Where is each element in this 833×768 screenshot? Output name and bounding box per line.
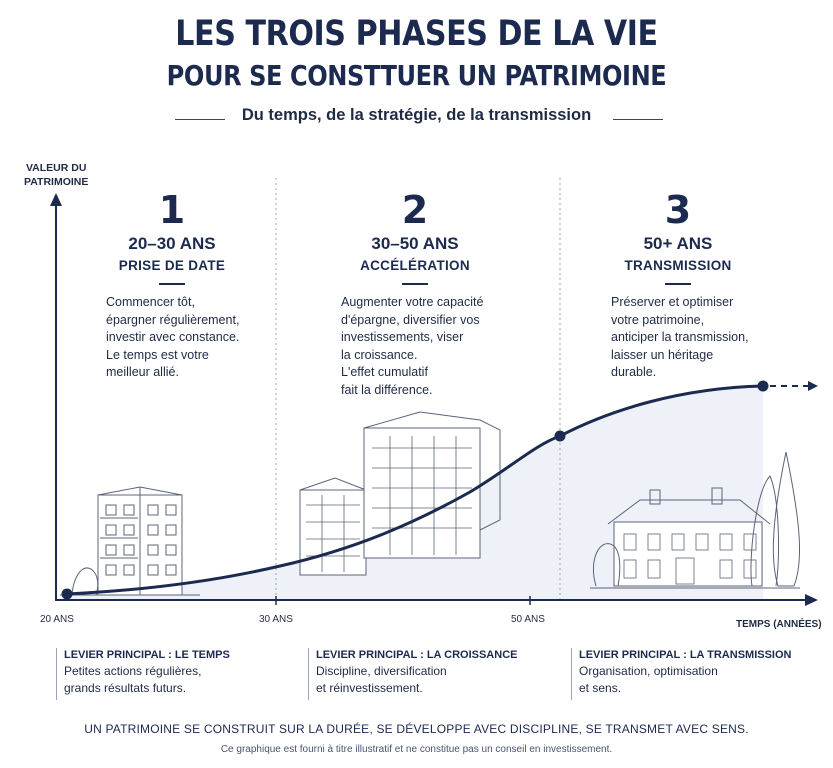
tick-label-50: 50 ANS <box>511 614 545 625</box>
phase-2-rule <box>402 283 428 285</box>
phase-3-rule <box>665 283 691 285</box>
lever-1-title: LEVIER PRINCIPAL : LE TEMPS <box>64 649 230 661</box>
tagline-subtitle: Du temps, de la stratégie, de la transmission <box>241 106 592 124</box>
lever-2: LEVIER PRINCIPAL : LA CROISSANCE Discipline, diversification et réinvestissement. <box>308 648 548 700</box>
curve-projection-arrowhead <box>808 381 818 391</box>
phase-3-description: Préserver et optimiser votre patrimoine, anticiper la transmission, laisser un héritage durable. <box>611 295 749 379</box>
tick-label-20: 20 ANS <box>40 614 74 625</box>
phase-2-header <box>315 190 515 285</box>
x-axis-label: TEMPS (ANNÉES) <box>736 619 822 630</box>
lever-2-title: LEVIER PRINCIPAL : LA CROISSANCE <box>316 649 518 661</box>
phase-1-description: Commencer tôt, épargner régulièrement, investir avec constance. Le temps est votre meilleur allié. <box>106 295 240 379</box>
phase-2-name: ACCÉLÉRATION <box>360 258 470 273</box>
y-axis-label: VALEUR DU PATRIMOINE <box>24 162 89 188</box>
curve-point-start <box>62 589 73 600</box>
phase-3-header <box>578 190 778 285</box>
phase-1-age: 20–30 ANS <box>128 234 216 253</box>
y-axis-arrowhead <box>50 193 62 206</box>
x-axis-arrowhead <box>805 594 818 606</box>
phase-1-header <box>72 190 272 285</box>
phase-2-age: 30–50 ANS <box>371 234 459 253</box>
phase-1-number: 1 <box>158 188 186 232</box>
footer-disclaimer: Ce graphique est fourni à titre illustratif et ne constitue pas un conseil en investissement. <box>220 744 613 755</box>
curve-point-mid <box>555 431 566 442</box>
apartment-small-illustration <box>60 487 200 595</box>
phase-3-name: TRANSMISSION <box>624 258 732 273</box>
main-subtitle-title: POUR SE CONSTTUER UN PATRIMOINE <box>166 59 667 92</box>
lever-3-title: LEVIER PRINCIPAL : LA TRANSMISSION <box>579 649 792 661</box>
phase-2-description: Augmenter votre capacité d'épargne, diversifier vos investissements, viser la croissance. L'effet cumulatif fait la différence. <box>341 295 484 397</box>
phase-3-age: 50+ ANS <box>643 234 713 253</box>
phase-2-number: 2 <box>401 188 429 232</box>
footer-tagline: UN PATRIMOINE SE CONSTRUIT SUR LA DURÉE, SE DÉVELOPPE AVEC DISCIPLINE, SE TRANSMET AVEC SENS. <box>84 722 749 736</box>
curve-point-end <box>758 381 769 392</box>
phase-1-rule <box>159 283 185 285</box>
main-title: LES TROIS PHASES DE LA VIE <box>175 14 658 54</box>
lever-1: LEVIER PRINCIPAL : LE TEMPS Petites actions régulières, grands résultats futurs. <box>56 648 276 700</box>
phase-3-number: 3 <box>664 188 692 232</box>
tick-label-30: 30 ANS <box>259 614 293 625</box>
phase-1-name: PRISE DE DATE <box>118 258 226 273</box>
lever-3: LEVIER PRINCIPAL : LA TRANSMISSION Organisation, optimisation et sens. <box>571 648 821 700</box>
